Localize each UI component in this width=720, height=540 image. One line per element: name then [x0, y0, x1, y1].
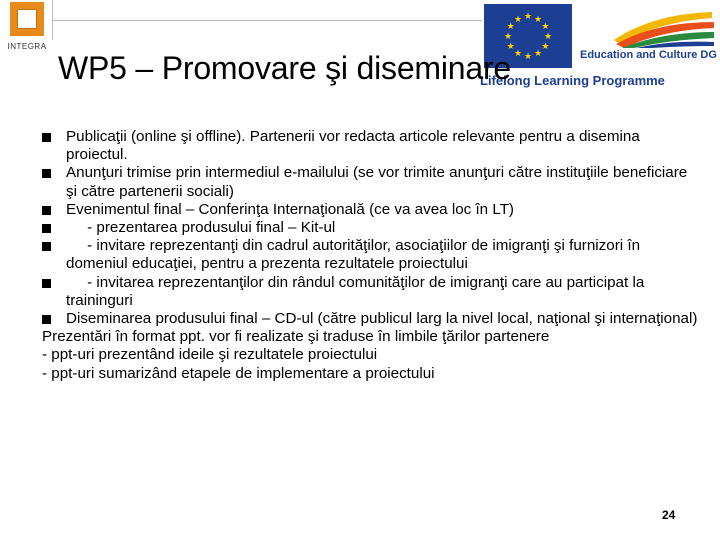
square-bullet-icon [42, 206, 51, 215]
integra-logo [4, 2, 50, 58]
eu-star-icon: ★ [534, 13, 543, 24]
square-bullet-icon [42, 169, 51, 178]
square-bullet-icon [42, 242, 51, 251]
bullet-item: - invitare reprezentanţi din cadrul autorităţilor, asociaţiilor de imigranţi şi furnizori în domeniul educaţiei, pentru a prezenta rezultatele proiectului [42, 237, 702, 273]
square-bullet-icon [42, 224, 51, 233]
eu-star-icon: ★ [504, 31, 513, 41]
education-culture-swoosh-icon [612, 6, 716, 48]
header-divider-horizontal [52, 20, 482, 21]
logo-text: INTEGRA [7, 42, 47, 51]
eu-star-icon: ★ [506, 21, 515, 31]
plain-line: Prezentări în format ppt. vor fi realizate şi traduse în limbile ţărilor partenere [42, 328, 550, 346]
eu-star-icon: ★ [541, 41, 550, 51]
lifelong-learning-text: Lifelong Learning Programme [480, 73, 665, 88]
eu-star-icon: ★ [544, 31, 553, 41]
eu-star-icon: ★ [541, 21, 550, 31]
bullet-item: Publicaţii (online şi offline). Partenerii vor redacta articole relevante pentru a disemina proiectul. [42, 128, 702, 164]
square-bullet-icon [42, 133, 51, 142]
bullet-item: - prezentarea produsului final – Kit-ul [42, 219, 702, 237]
square-bullet-icon [42, 315, 51, 324]
eu-star-icon: ★ [534, 48, 543, 59]
bullet-item: - invitarea reprezentanţilor din rândul comunităţilor de imigranţi care au participat la traininguri [42, 274, 702, 310]
bullet-item: Evenimentul final – Conferinţa Internaţională (ce va avea loc în LT) [42, 201, 702, 219]
slide-body [42, 128, 702, 383]
eu-star-icon: ★ [514, 48, 523, 59]
page-title: WP5 – Promovare şi diseminare [58, 50, 512, 86]
eu-star-icon: ★ [524, 11, 533, 21]
eu-star-icon: ★ [514, 13, 523, 24]
plain-line: - ppt-uri prezentând ideile şi rezultatele proiectului [42, 346, 378, 364]
eu-star-icon: ★ [524, 51, 533, 61]
bullet-item: Anunţuri trimise prin intermediul e-mailului (se vor trimite anunţuri către instituţiile beneficiare şi către partenerii sociali) [42, 164, 702, 200]
square-bullet-icon [42, 279, 51, 288]
page-number: 24 [662, 508, 676, 522]
education-culture-text: Education and Culture DG [580, 49, 717, 61]
bullet-item: Diseminarea produsului final – CD-ul (către publicul larg la nivel local, naţional şi internaţional) [42, 310, 702, 328]
plain-line: - ppt-uri sumarizând etapele de implementare a proiectului [42, 364, 435, 382]
eu-star-icon: ★ [506, 41, 515, 51]
